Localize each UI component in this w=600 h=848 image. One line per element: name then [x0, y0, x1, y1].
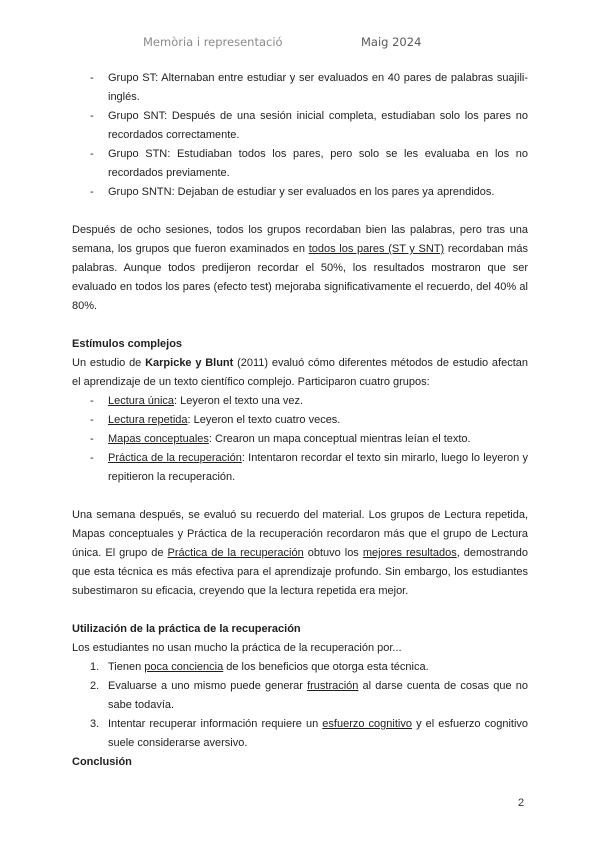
underlined-text: Lectura repetida: [108, 414, 188, 426]
list-item: [72, 715, 528, 753]
text: : Leyeron el texto una vez.: [174, 395, 304, 407]
text: Tienen: [108, 661, 145, 673]
list-number: 2.: [90, 680, 100, 692]
text: Evaluarse a uno mismo puede generar: [108, 680, 308, 692]
list-item: - Grupo SNT: Después de una sesión inicial completa, estudiaban solo los pares no recordados correctamente.: [72, 107, 528, 145]
text: , demostrando que esta técnica es más efectiva para el aprendizaje profundo. Sin embargo, los estudiantes subestimaron su eficacia, creyendo que la lectura repetida era mejor.: [72, 547, 528, 597]
bold-text: Karpicke y Blunt: [145, 357, 234, 369]
section-heading-estimulos: Estímulos complejos: [72, 338, 183, 350]
underlined-text: poca conciencia: [144, 661, 224, 673]
header-title: Memòria i representació: [143, 35, 283, 49]
underlined-text: Práctica de la recuperación: [167, 547, 304, 559]
underlined-text: Lectura única: [108, 395, 175, 407]
underlined-text: Mapas conceptuales: [108, 433, 209, 445]
text: de los beneficios que otorga esta técnica.: [223, 661, 429, 673]
list-item: - Grupo STN: Estudiaban todos los pares, pero solo se les evaluaba en los no recordados previamente.: [72, 145, 528, 183]
underlined-text: todos los pares (ST y SNT): [308, 243, 445, 255]
text: (2011) evaluó cómo diferentes métodos de estudio afectan el aprendizaje de un texto científico complejo. Participaron cuatro grupos:: [72, 357, 529, 388]
underlined-text: Práctica de la recuperación: [108, 452, 242, 464]
text: obtuvo los: [303, 547, 363, 559]
text: Intentar recuperar información requiere un: [108, 718, 323, 730]
page-number: 2: [518, 797, 525, 809]
list-item: [72, 658, 528, 677]
text: Una semana después, se evaluó su recuerdo del material. Los grupos de Lectura repetida, Mapas conceptuales y Práctica de la recuperación recordaron más que el grupo de Lectura única. El grupo de: [72, 509, 528, 559]
text: : Intentaron recordar el texto sin mirarlo, luego lo leyeron y repitieron la recuperación.: [108, 452, 529, 483]
underlined-text: frustración: [307, 680, 359, 692]
list-item: [72, 392, 528, 411]
section-heading-utilizacion: Utilización de la práctica de la recuperación: [72, 623, 301, 635]
paragraph-estimulos-intro: [72, 354, 528, 392]
text: Un estudio de: [72, 357, 146, 369]
paragraph-utilizacion-intro: Los estudiantes no usan mucho la práctica de la recuperación por...: [72, 642, 402, 654]
list-number: 3.: [90, 718, 100, 730]
text: : Crearon un mapa conceptual mientras leían el texto.: [208, 433, 471, 445]
text: al darse cuenta de cosas que no sabe todavía.: [108, 680, 528, 711]
paragraph-results: [72, 221, 528, 316]
header-date: Maig 2024: [361, 35, 422, 49]
text: recordaban más palabras. Aunque todos predijeron recordar el 50%, los resultados mostraron que ser evaluado en todos los pares (efecto test) mejoraba significativamente el recuerdo, del 40% al 80%.: [72, 243, 529, 312]
text: : Leyeron el texto cuatro veces.: [187, 414, 341, 426]
list-item: [72, 449, 528, 487]
page-header: [0, 35, 600, 53]
text: y el esfuerzo cognitivo suele considerarse aversivo.: [108, 718, 528, 749]
document-body: [72, 69, 528, 772]
list-item: [72, 411, 528, 430]
groups-list: [72, 69, 528, 202]
underlined-text: esfuerzo cognitivo: [322, 718, 412, 730]
underlined-text: mejores resultados: [362, 547, 457, 559]
text: Después de ocho sesiones, todos los grupos recordaban bien las palabras, pero tras una semana, los grupos que fueron examinados en: [72, 224, 528, 255]
list-item: - Grupo ST: Alternaban entre estudiar y ser evaluados en 40 pares de palabras suajili-inglés.: [72, 69, 528, 107]
list-number: 1.: [90, 661, 100, 673]
list-item: [72, 430, 528, 449]
paragraph-evaluation: [72, 506, 528, 601]
list-item: - Grupo SNTN: Dejaban de estudiar y ser evaluados en los pares ya aprendidos.: [72, 183, 528, 202]
list-item: [72, 677, 528, 715]
reasons-list: [72, 658, 528, 753]
methods-list: [72, 392, 528, 487]
section-heading-conclusion: Conclusión: [72, 756, 132, 768]
